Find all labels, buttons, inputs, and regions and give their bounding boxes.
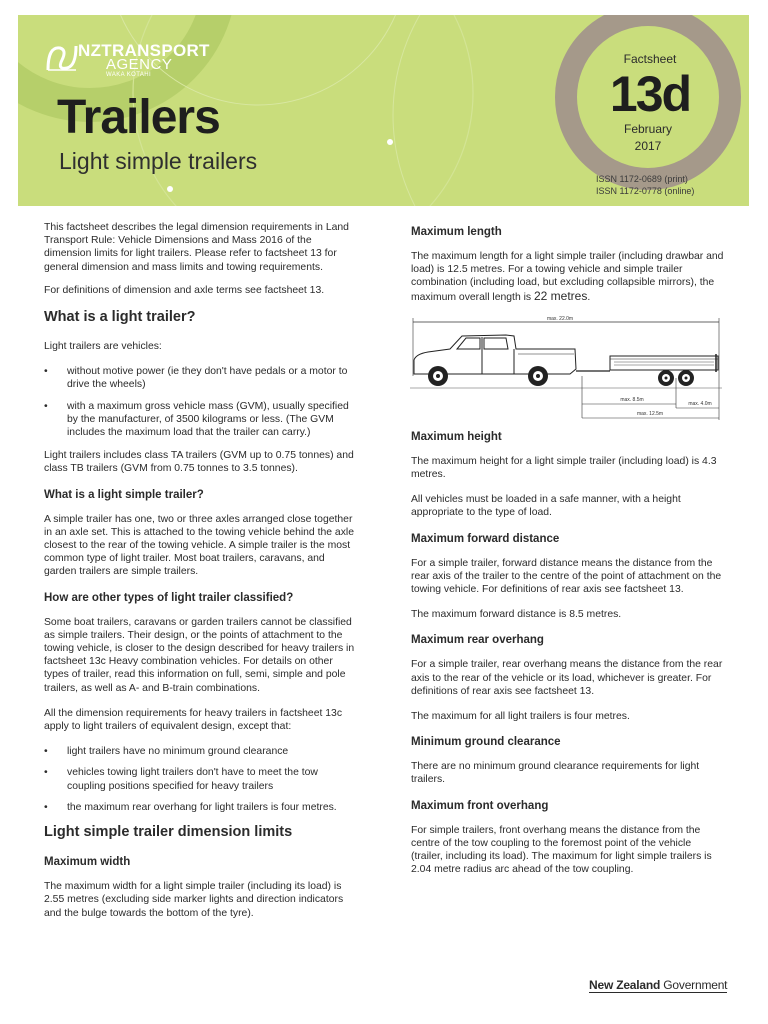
logo-line1: NZTRANSPORT [78,41,210,60]
factsheet-label: Factsheet [623,52,677,66]
list-item: • with a maximum gross vehicle mass (GVM), usually specified by the manufacturer, of 3500 kilograms or less. (The GVM includes the maximum load that the trailer can carry.) [44,400,356,440]
heading-maximum-length: Maximum length [411,226,502,238]
heading-what-is-simple-trailer: What is a light simple trailer? [44,488,204,501]
trailer-classes-paragraph: Light trailers includes class TA trailers (GVM up to 0.75 tonnes) and class TB trailers (GVM from 0.75 tonnes to 3.5 tonnes). [44,450,354,475]
nzta-logo [45,40,235,80]
forward-max-paragraph: The maximum forward distance is 8.5 metres. [411,609,622,621]
label-max-rear: max. 4.0m [688,400,712,407]
header-banner [18,15,749,206]
issn-print: ISSN 1172-0689 (print) [596,174,688,184]
left-column [44,221,356,932]
all-dimensions-paragraph: All the dimension requirements for heavy trailers in factsheet 13c apply to light trailers of equivalent design, except that: [44,707,343,733]
list-item: • light trailers have no minimum ground clearance [44,745,356,758]
heading-maximum-height: Maximum height [411,430,502,443]
height-paragraph: The maximum height for a light simple trailer (including load) is 4.3 metres. [411,455,717,481]
right-column [411,221,725,888]
label-max-total: max. 22.0m [546,315,574,322]
heading-maximum-width: Maximum width [44,856,131,869]
issn-online: ISSN 1172-0778 (online) [596,186,695,196]
heading-other-types: How are other types of light trailer classified? [44,591,294,604]
heading-rear-overhang: Maximum rear overhang [411,634,544,647]
simple-trailer-paragraph: A simple trailer has one, two or three axles arranged close together in an axle set. This is attached to the towing vehicle behind the axle closest to the rear of the towing vehicle. A simple trailer is the most common type of light trailer. Most boat trailers, caravans, and garden trailers are simple trailers. [44,513,354,578]
heading-what-is-light-trailer: What is a light trailer? [44,309,196,326]
width-paragraph: The maximum width for a light simple trailer (including its load) is 2.55 metres (excluding side marker lights and direction indicators and the bulge towards the bottom of the tyre). [44,881,344,919]
length-diagram [410,316,722,422]
intro-paragraph: This factsheet describes the legal dimension requirements in Land Transport Rule: Vehicle Dimensions and Mass 2016 of the dimension limits for light trailers. Please refer to factsheet 13 for general dimension and mass limits and towing requirements. [44,222,349,273]
trailer [576,354,718,372]
label-max-trailer: max. 12.5m [636,410,664,417]
exceptions-list [44,745,356,814]
rear-max-paragraph: The maximum for all light trailers is four metres. [411,711,630,723]
list-item: • vehicles towing light trailers don't have to meet the tow coupling positions specified for heavy trailers [44,766,356,792]
page-subtitle: Light simple trailers [59,148,258,174]
label-max-forward: max. 8.5m [620,396,644,403]
logo-line3: WAKA KOTAHI [106,72,152,78]
ground-paragraph: There are no minimum ground clearance requirements for light trailers. [411,761,700,786]
list-item: • the maximum rear overhang for light trailers is four metres. [44,801,356,814]
height-safe-paragraph: All vehicles must be loaded in a safe manner, with a height appropriate to the type of load. [411,494,681,519]
heading-forward-distance: Maximum forward distance [411,532,560,545]
definitions-paragraph: For definitions of dimension and axle terms see factsheet 13. [44,284,325,296]
rear-paragraph: For a simple trailer, rear overhang means the distance from the rear axis to the rear of the vehicle or its load, whichever is greater. For definitions of rear axis see factsheet 13. [411,659,723,697]
light-trailers-are: Light trailers are vehicles: [44,341,162,353]
nz-government-logo: New Zealand Government [589,978,728,992]
other-types-paragraph: Some boat trailers, caravans or garden trailers cannot be classified as simple trailers. Their design, or the points of attachment to the towing vehicle, is closer to the design described for heavy trailers in factsheet 13c Heavy combination vehicles. For details on other types of trailer, read this information on full, semi, simple and pole trailers, as well as A- and B-train combinations. [44,616,355,694]
heading-dimension-limits: Light simple trailer dimension limits [44,824,293,841]
front-paragraph: For simple trailers, front overhang means the distance from the centre of the tow coupling to the foremost point of the vehicle (trailer, including its load). The maximum for light simple trailers is 2.04 metre radius arc ahead of the tow coupling. [411,824,712,876]
factsheet-number: 13d [609,66,691,122]
length-paragraph: The maximum length for a light simple trailer (including drawbar and load) is 12.5 metres. For a towing vehicle and simple trailer combination (including load, but excluding collapsible mirrors), the maximum overall length is 22 metres. [411,251,724,303]
forward-paragraph: For a simple trailer, forward distance means the distance from the rear axis of the trailer to the centre of the point of attachment on the towing vehicle. For definitions of rear axis see factsheet 13. [411,557,722,596]
nzta-logo-icon [45,40,79,74]
heading-ground-clearance: Minimum ground clearance [411,736,561,749]
heading-front-overhang: Maximum front overhang [411,799,549,812]
factsheet-year: 2017 [634,139,662,153]
factsheet-month: February [623,122,673,136]
list-item: • without motive power (ie they don't have pedals or a motor to drive the wheels) [44,365,356,391]
logo-line2: AGENCY [106,56,173,73]
page-title: Trailers [57,91,220,144]
light-trailer-criteria-list [44,365,356,439]
